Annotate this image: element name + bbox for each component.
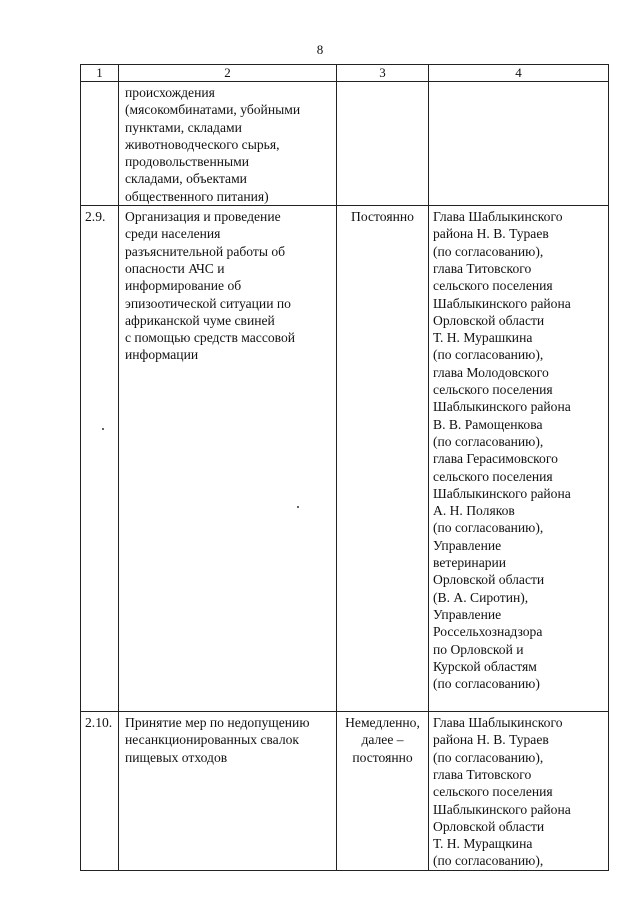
term-text	[337, 82, 428, 84]
table-row	[81, 712, 609, 871]
header-col-3: 3	[337, 65, 429, 82]
row-number-cell	[81, 712, 119, 871]
term-text: Постоянно	[351, 209, 414, 225]
header-col-1: 1	[81, 65, 119, 82]
measure-cell	[119, 712, 337, 871]
responsible-text: Глава Шаблыкинского района Н. В. Тураев (по согласованию), глава Титовского сельского поселения Шаблыкинского района Орловской области Т. Н. Мурашкина (по согласованию), глава Молодовского сельского поселения Шаблыкинского района В. В. Рамощенкова (по согласованию), глава Герасимовского сельского поселения Шаблыкинского района А. Н. Поляков (по согласованию), Управление ветеринарии Орловской области (В. А. Сиротин), Управление Россельхознадзора по Орловской и Курской областям (по согласованию)	[433, 209, 571, 692]
scan-speck	[102, 428, 104, 430]
measures-table	[80, 64, 609, 871]
measure-text: происхождения (мясокомбинатами, убойными пунктами, складами животноводческого сырья, продовольственными складами, объектами общественного питания)	[125, 85, 301, 204]
header-col-4: 4	[429, 65, 609, 82]
measure-cell	[119, 82, 337, 206]
header-col-2: 2	[119, 65, 337, 82]
responsible-text	[429, 82, 608, 84]
term-text: Немедленно, далее – постоянно	[345, 715, 420, 765]
term-cell	[337, 712, 429, 871]
table-row	[81, 206, 609, 712]
table-row	[81, 82, 609, 206]
responsible-cell	[429, 712, 609, 871]
row-number-cell	[81, 82, 119, 206]
measure-text: Принятие мер по недопущению несанкционированных свалок пищевых отходов	[125, 715, 310, 765]
responsible-cell	[429, 206, 609, 712]
row-number: 2.9.	[85, 209, 106, 225]
responsible-cell	[429, 82, 609, 206]
measure-text: Организация и проведение среди населения разъяснительной работы об опасности АЧС и информирование об эпизоотической ситуации по африканской чуме свиней с помощью средств массовой информации	[125, 209, 296, 363]
responsible-text: Глава Шаблыкинского района Н. В. Тураев (по согласованию), глава Титовского сельского поселения Шаблыкинского района Орловской области Т. Н. Муращкина (по согласованию),	[433, 715, 571, 869]
row-number: 2.10.	[85, 715, 113, 731]
term-cell	[337, 82, 429, 206]
term-cell	[337, 206, 429, 712]
row-number-cell	[81, 206, 119, 712]
page-number: 8	[316, 42, 324, 57]
table-header-row	[81, 65, 609, 82]
scan-speck	[297, 506, 299, 508]
row-number	[81, 82, 118, 84]
measure-cell	[119, 206, 337, 712]
